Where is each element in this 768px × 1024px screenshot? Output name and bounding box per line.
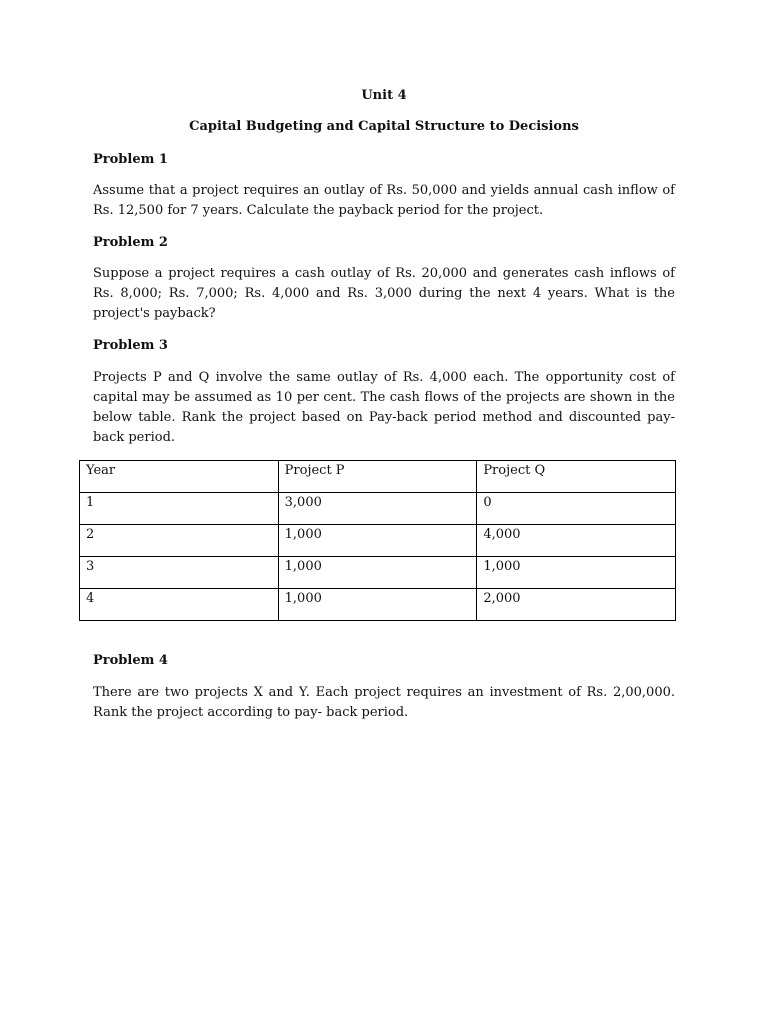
table-row	[80, 589, 676, 621]
problem-4-text: There are two projects X and Y. Each project requires an investment of Rs. 2,00,000. Rank the project according to pay- back period.	[93, 685, 675, 720]
table-cell: 1,000	[278, 557, 477, 589]
document-title: Capital Budgeting and Capital Structure to Decisions	[189, 119, 579, 134]
problem-2-heading: Problem 2	[93, 235, 168, 250]
table-cell: 1	[80, 493, 279, 525]
problem-3-heading: Problem 3	[93, 338, 168, 353]
table-cell: 1,000	[278, 589, 477, 621]
table-header-cell: Project P	[278, 461, 477, 493]
table-cell: 3,000	[278, 493, 477, 525]
table-cell: 2	[80, 525, 279, 557]
table-row	[80, 525, 676, 557]
problem-4-heading: Problem 4	[93, 653, 168, 668]
unit-title: Unit 4	[361, 88, 407, 103]
problem-2-text: Suppose a project requires a cash outlay of Rs. 20,000 and generates cash inflows of Rs. 8,000; Rs. 7,000; Rs. 4,000 and Rs. 3,000 during the next 4 years. What is the project's payback?	[93, 266, 675, 321]
table-cell: 1,000	[278, 525, 477, 557]
table-cell: 4	[80, 589, 279, 621]
problem-3-text: Projects P and Q involve the same outlay of Rs. 4,000 each. The opportunity cost of capital may be assumed as 10 per cent. The cash flows of the projects are shown in the below table. Rank the project based on Pay-back period method and discounted pay-back period.	[93, 370, 675, 445]
table-cell: 0	[477, 493, 676, 525]
table-header-row	[80, 461, 676, 493]
table-cell: 2,000	[477, 589, 676, 621]
problem-1-text: Assume that a project requires an outlay of Rs. 50,000 and yields annual cash inflow of Rs. 12,500 for 7 years. Calculate the payback period for the project.	[93, 183, 675, 218]
table-row	[80, 493, 676, 525]
problem-1-heading: Problem 1	[93, 152, 168, 167]
table-header-cell: Project Q	[477, 461, 676, 493]
table-row	[80, 557, 676, 589]
table-header-cell: Year	[80, 461, 279, 493]
cash-flow-table	[79, 460, 676, 621]
table-cell: 4,000	[477, 525, 676, 557]
table-cell: 1,000	[477, 557, 676, 589]
table-cell: 3	[80, 557, 279, 589]
